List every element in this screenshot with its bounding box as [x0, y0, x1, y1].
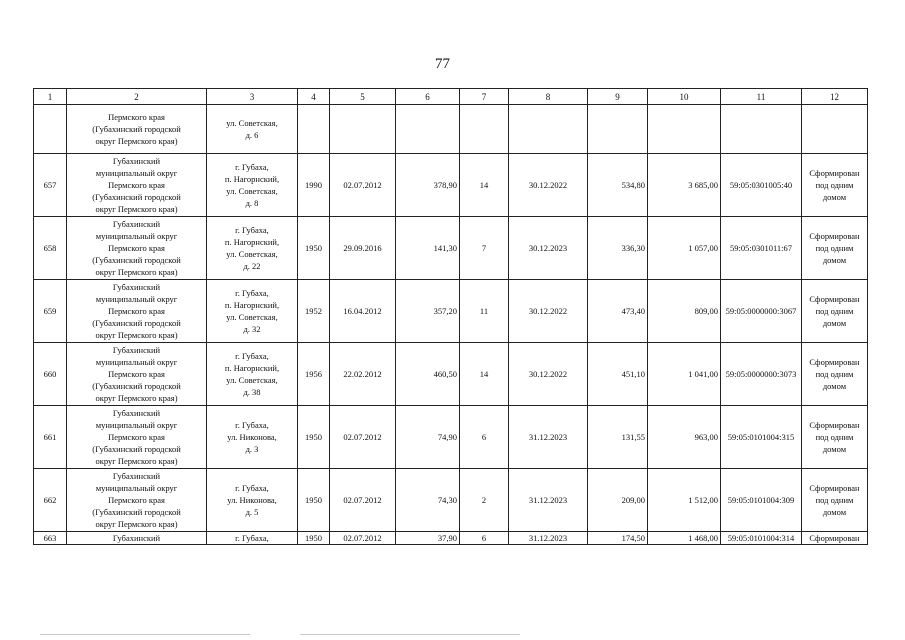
owner-cell: Губахинский муниципальный округ Пермского края (Губахинский городской округ Пермского края) [67, 154, 207, 217]
page-number: 77 [435, 56, 450, 72]
planned-date-cell: 30.12.2022 [509, 280, 588, 343]
address-cell: г. Губаха, п. Нагорнский, ул. Советская, д. 8 [207, 154, 298, 217]
table-row [34, 280, 868, 343]
status-cell: Сформирован под одним домом [802, 280, 868, 343]
table-row [34, 343, 868, 406]
row-number-cell: 657 [34, 154, 67, 217]
column-header: 12 [802, 89, 868, 105]
cadastral-number-cell: 59:05:0101004:315 [721, 406, 802, 469]
address-cell: г. Губаха, п. Нагорнский, ул. Советская, д. 22 [207, 217, 298, 280]
empty-cell [460, 105, 509, 154]
date-cell: 16.04.2012 [330, 280, 396, 343]
cadastral-number-cell: 59:05:0301005:40 [721, 154, 802, 217]
cadastral-number-cell: 59:05:0101004:314 [721, 532, 802, 545]
status-cell: Сформирован под одним домом [802, 343, 868, 406]
planned-date-cell: 31.12.2023 [509, 406, 588, 469]
owner-cell: Губахинский муниципальный округ Пермского края (Губахинский городской округ Пермского края) [67, 217, 207, 280]
count-cell: 2 [460, 469, 509, 532]
table-row [34, 217, 868, 280]
status-cell: Сформирован под одним домом [802, 469, 868, 532]
column-header-row [34, 89, 868, 105]
status-cell: Сформирован под одним домом [802, 217, 868, 280]
owner-cell: Губахинский муниципальный округ Пермского края (Губахинский городской округ Пермского края) [67, 280, 207, 343]
owner-cell: Губахинский муниципальный округ Пермского края (Губахинский городской округ Пермского края) [67, 469, 207, 532]
land-area-cell: 963,00 [648, 406, 721, 469]
column-header: 8 [509, 89, 588, 105]
column-header: 7 [460, 89, 509, 105]
empty-cell [588, 105, 648, 154]
land-area-cell: 3 685,00 [648, 154, 721, 217]
empty-cell [330, 105, 396, 154]
planned-date-cell: 30.12.2022 [509, 154, 588, 217]
year-cell: 1990 [298, 154, 330, 217]
land-area-cell: 1 041,00 [648, 343, 721, 406]
row-number-cell: 660 [34, 343, 67, 406]
year-cell: 1950 [298, 532, 330, 545]
owner-cell: Губахинский [67, 532, 207, 545]
area-cell: 141,30 [396, 217, 460, 280]
column-header: 2 [67, 89, 207, 105]
column-header: 1 [34, 89, 67, 105]
count-cell: 6 [460, 532, 509, 545]
empty-cell [721, 105, 802, 154]
date-cell: 02.07.2012 [330, 469, 396, 532]
address-cell: г. Губаха, ул. Никонова, д. 3 [207, 406, 298, 469]
year-cell: 1950 [298, 217, 330, 280]
continuation-row [34, 105, 868, 154]
row-number-cell: 659 [34, 280, 67, 343]
planned-date-cell: 30.12.2023 [509, 217, 588, 280]
date-cell: 22.02.2012 [330, 343, 396, 406]
owner-cell: Губахинский муниципальный округ Пермского края (Губахинский городской округ Пермского края) [67, 343, 207, 406]
cadastral-number-cell: 59:05:0101004:309 [721, 469, 802, 532]
empty-cell [509, 105, 588, 154]
row-number-cell: 663 [34, 532, 67, 545]
area-cell: 336,30 [588, 217, 648, 280]
land-area-cell: 1 468,00 [648, 532, 721, 545]
column-header: 5 [330, 89, 396, 105]
date-cell: 29.09.2016 [330, 217, 396, 280]
table-row [34, 469, 868, 532]
empty-cell [802, 105, 868, 154]
empty-cell [298, 105, 330, 154]
address-cell: г. Губаха, ул. Никонова, д. 5 [207, 469, 298, 532]
year-cell: 1950 [298, 406, 330, 469]
cadastral-number-cell: 59:05:0000000:3067 [721, 280, 802, 343]
scan-edge-line [300, 634, 520, 635]
planned-date-cell: 31.12.2023 [509, 469, 588, 532]
status-cell: Сформирован под одним домом [802, 154, 868, 217]
area-cell: 473,40 [588, 280, 648, 343]
table-row-partial [34, 532, 868, 545]
column-header: 6 [396, 89, 460, 105]
date-cell: 02.07.2012 [330, 532, 396, 545]
owner-cell: Губахинский муниципальный округ Пермского края (Губахинский городской округ Пермского края) [67, 406, 207, 469]
housing-registry-table [33, 88, 868, 545]
row-number-cell: 662 [34, 469, 67, 532]
area-cell: 534,80 [588, 154, 648, 217]
column-header: 11 [721, 89, 802, 105]
row-number-cell [34, 105, 67, 154]
planned-date-cell: 31.12.2023 [509, 532, 588, 545]
table-row [34, 154, 868, 217]
area-cell: 378,90 [396, 154, 460, 217]
empty-cell [396, 105, 460, 154]
address-cell: г. Губаха, п. Нагорнский, ул. Советская, д. 38 [207, 343, 298, 406]
cadastral-number-cell: 59:05:0000000:3073 [721, 343, 802, 406]
column-header: 3 [207, 89, 298, 105]
year-cell: 1956 [298, 343, 330, 406]
area-cell: 174,50 [588, 532, 648, 545]
year-cell: 1952 [298, 280, 330, 343]
year-cell: 1950 [298, 469, 330, 532]
count-cell: 14 [460, 154, 509, 217]
area-cell: 37,90 [396, 532, 460, 545]
column-header: 10 [648, 89, 721, 105]
table-row [34, 406, 868, 469]
row-number-cell: 661 [34, 406, 67, 469]
cadastral-number-cell: 59:05:0301011:67 [721, 217, 802, 280]
land-area-cell: 809,00 [648, 280, 721, 343]
address-cell: г. Губаха, п. Нагорнский, ул. Советская, д. 32 [207, 280, 298, 343]
land-area-cell: 1 057,00 [648, 217, 721, 280]
status-cell: Сформирован [802, 532, 868, 545]
land-area-cell: 1 512,00 [648, 469, 721, 532]
date-cell: 02.07.2012 [330, 154, 396, 217]
address-cell: г. Губаха, [207, 532, 298, 545]
area-cell: 451,10 [588, 343, 648, 406]
scan-edge-line [40, 634, 250, 635]
area-cell: 209,00 [588, 469, 648, 532]
date-cell: 02.07.2012 [330, 406, 396, 469]
count-cell: 14 [460, 343, 509, 406]
status-cell: Сформирован под одним домом [802, 406, 868, 469]
column-header: 4 [298, 89, 330, 105]
count-cell: 11 [460, 280, 509, 343]
area-cell: 357,20 [396, 280, 460, 343]
area-cell: 74,90 [396, 406, 460, 469]
area-cell: 131,55 [588, 406, 648, 469]
address-cell: ул. Советская, д. 6 [207, 105, 298, 154]
area-cell: 74,30 [396, 469, 460, 532]
count-cell: 6 [460, 406, 509, 469]
planned-date-cell: 30.12.2022 [509, 343, 588, 406]
empty-cell [648, 105, 721, 154]
column-header: 9 [588, 89, 648, 105]
count-cell: 7 [460, 217, 509, 280]
area-cell: 460,50 [396, 343, 460, 406]
owner-cell: Пермского края (Губахинский городской округ Пермского края) [67, 105, 207, 154]
row-number-cell: 658 [34, 217, 67, 280]
